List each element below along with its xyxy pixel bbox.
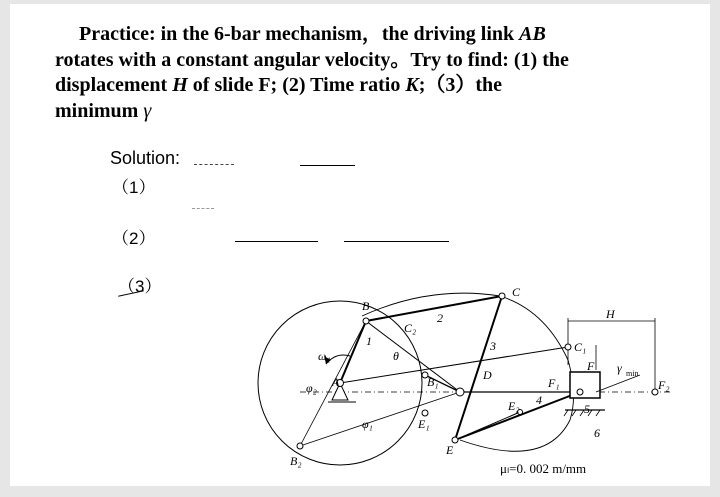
problem-line-2: rotates with a constant angular velocity。Try to find: (1) the (55, 48, 569, 71)
joint-c (499, 293, 505, 299)
label-a: A (332, 375, 340, 389)
label-2: 2 (437, 311, 443, 325)
label-phi1: φ₁ (362, 417, 373, 431)
label-b1: B₁ (427, 375, 439, 389)
label-gamma: γ (617, 361, 622, 375)
label-c1: C₁ (574, 340, 587, 354)
joint-f (577, 389, 583, 395)
label-f: F (587, 359, 595, 373)
problem-line-1: Practice: in the 6-bar mechanism，the driving link AB (79, 23, 546, 45)
label-4: 4 (536, 393, 542, 407)
label-e2: E₂ (508, 399, 520, 413)
joint-e1 (422, 410, 428, 416)
label-b: B (362, 299, 370, 313)
label-theta: θ (393, 349, 399, 363)
joint-c1 (565, 344, 571, 350)
label-c2: C₂ (404, 321, 417, 335)
label-h: H (606, 307, 615, 321)
dead-line-2 (340, 347, 568, 383)
label-3: 3 (490, 339, 496, 353)
label-1: 1 (366, 334, 372, 348)
joint-b (363, 318, 369, 324)
label-min: min (626, 369, 639, 378)
label-5: 5 (584, 402, 590, 416)
label-e: E (446, 443, 454, 457)
problem-line-4: minimum γ (55, 99, 152, 122)
link-bc (366, 296, 502, 321)
item-2-label: （2） (112, 229, 156, 248)
problem-line-3: displacement H of slide F; (2) Time ratio K;（3）the (55, 74, 503, 96)
solution-label: Solution: (110, 148, 181, 168)
item-1-label: （1） (112, 178, 156, 197)
scale-label: μₗ=0. 002 m/mm (500, 461, 587, 476)
label-f2: F₂ (658, 378, 670, 392)
hatch (596, 410, 600, 416)
slider-f (570, 372, 600, 398)
label-omega1: ω₁ (318, 349, 331, 363)
joint-b2 (297, 443, 303, 449)
label-e1: E₁ (418, 417, 430, 431)
label-6: 6 (594, 426, 600, 440)
link-ce (455, 296, 502, 440)
label-c: C (512, 285, 521, 299)
label-f1: F₁ (548, 376, 560, 390)
hatch (564, 410, 568, 416)
label-d: D (483, 368, 492, 382)
label-b2: B₂ (290, 454, 302, 468)
joint-d (456, 388, 464, 396)
item-3-label: （3） (118, 277, 162, 296)
label-phi2: φ₂ (306, 381, 317, 395)
link-ab (340, 321, 366, 383)
link-e2 (455, 412, 520, 440)
